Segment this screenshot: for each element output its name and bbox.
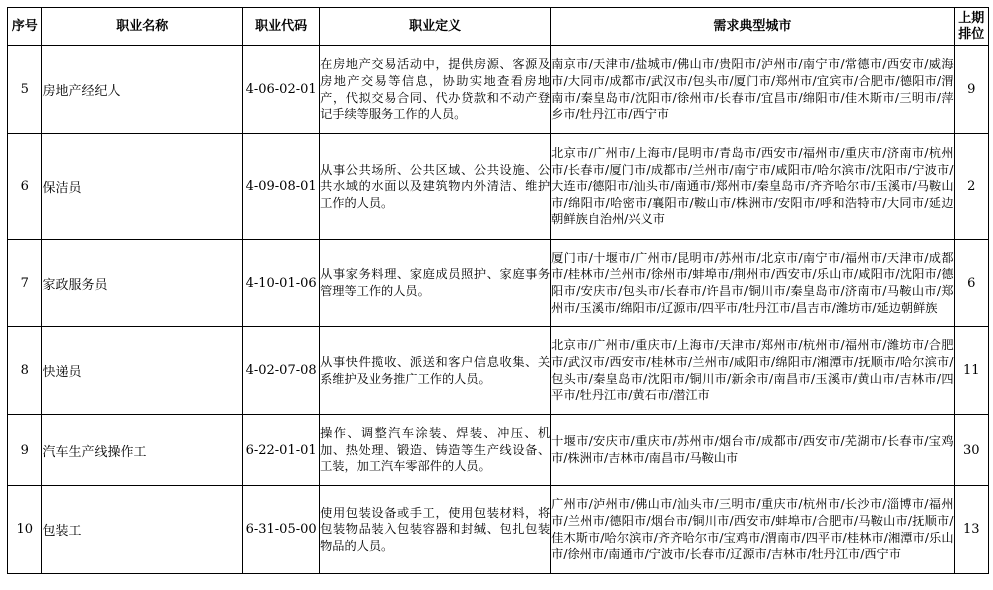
occupation-code-cell: 6-31-05-00 <box>243 486 320 574</box>
occupation-code-cell: 4-02-07-08 <box>243 327 320 415</box>
cities-cell: 北京市/广州市/重庆市/上海市/天津市/郑州市/杭州市/福州市/潍坊市/合肥市/武汉市/西安市/桂林市/兰州市/咸阳市/绵阳市/湘潭市/抚顺市/哈尔滨市/包头市/秦皇岛市/沈阳市/铜川市/新余市/南昌市/玉溪市/黄山市/吉林市/四平市/牡丹江市/黄石市/潜江市 <box>551 327 954 415</box>
occupation-definition-cell: 从事公共场所、公共区域、公共设施、公共水域的水面以及建筑物内外清洁、维护工作的人员。 <box>320 134 551 240</box>
table-row <box>8 415 989 486</box>
occupation-name-cell: 房地产经纪人 <box>42 46 243 134</box>
header-rank-line2: 排位 <box>958 26 985 42</box>
occupation-definition-cell: 使用包装设备或手工，使用包装材料，将包装物品装入包装容器和封缄、包扎包装物品的人员。 <box>320 486 551 574</box>
occupation-name-cell: 保洁员 <box>42 134 243 240</box>
table-row <box>8 486 989 574</box>
cities-cell: 十堰市/安庆市/重庆市/苏州市/烟台市/成都市/西安市/芜湖市/长春市/宝鸡市/株洲市/吉林市/南昌市/马鞍山市 <box>551 415 954 486</box>
cities-cell: 广州市/泸州市/佛山市/汕头市/三明市/重庆市/杭州市/长沙市/淄博市/福州市/兰州市/德阳市/烟台市/铜川市/西安市/蚌埠市/合肥市/马鞍山市/抚顺市/佳木斯市/哈尔滨市/齐齐哈尔市/宝鸡市/渭南市/四平市/桂林市/湘潭市/乐山市/徐州市/南通市/宁波市/长春市/辽源市/吉林市/牡丹江市/西宁市 <box>551 486 954 574</box>
table-row <box>8 134 989 240</box>
occupation-name-cell: 家政服务员 <box>42 240 243 327</box>
seq-cell: 6 <box>8 134 42 240</box>
occupation-code-cell: 4-09-08-01 <box>243 134 320 240</box>
header-seq: 序号 <box>8 8 42 46</box>
table-row <box>8 327 989 415</box>
previous-rank-cell: 11 <box>954 327 988 415</box>
seq-cell: 7 <box>8 240 42 327</box>
occupation-name-cell: 包装工 <box>42 486 243 574</box>
occupation-definition-cell: 从事家务料理、家庭成员照护、家庭事务管理等工作的人员。 <box>320 240 551 327</box>
previous-rank-cell: 9 <box>954 46 988 134</box>
table-row <box>8 240 989 327</box>
header-code: 职业代码 <box>243 8 320 46</box>
table-row <box>8 46 989 134</box>
seq-cell: 8 <box>8 327 42 415</box>
cities-cell: 南京市/天津市/盐城市/佛山市/贵阳市/泸州市/南宁市/常德市/西安市/威海市/大同市/成都市/武汉市/包头市/厦门市/郑州市/宜宾市/合肥市/德阳市/渭南市/秦皇岛市/沈阳市/徐州市/长春市/宜昌市/绵阳市/佳木斯市/三明市/萍乡市/牡丹江市/西宁市 <box>551 46 954 134</box>
seq-cell: 10 <box>8 486 42 574</box>
previous-rank-cell: 30 <box>954 415 988 486</box>
header-rank-line1: 上期 <box>958 10 985 26</box>
occupation-definition-cell: 操作、调整汽车涂装、焊装、冲压、机加、热处理、锻造、铸造等生产线设备、工装，加工汽车零部件的人员。 <box>320 415 551 486</box>
cities-cell: 厦门市/十堰市/广州市/昆明市/苏州市/北京市/南宁市/福州市/天津市/成都市/桂林市/兰州市/徐州市/蚌埠市/荆州市/西安市/乐山市/咸阳市/沈阳市/德阳市/安庆市/包头市/长春市/许昌市/铜川市/秦皇岛市/济南市/马鞍山市/郑州市/玉溪市/绵阳市/辽源市/四平市/牡丹江市/昌吉市/潍坊市/延边朝鲜族 <box>551 240 954 327</box>
seq-cell: 5 <box>8 46 42 134</box>
cities-cell: 北京市/广州市/上海市/昆明市/青岛市/西安市/福州市/重庆市/济南市/杭州市/长春市/厦门市/成都市/兰州市/南宁市/咸阳市/哈尔滨市/沈阳市/宁波市/大连市/德阳市/汕头市/南通市/郑州市/秦皇岛市/齐齐哈尔市/玉溪市/马鞍山市/绵阳市/哈密市/襄阳市/鞍山市/株洲市/安阳市/呼和浩特市/大同市/延边朝鲜族自治州/兴义市 <box>551 134 954 240</box>
header-name: 职业名称 <box>42 8 243 46</box>
occupation-code-cell: 4-10-01-06 <box>243 240 320 327</box>
header-previous-rank <box>954 8 988 46</box>
seq-cell: 9 <box>8 415 42 486</box>
header-cities: 需求典型城市 <box>551 8 954 46</box>
occupation-definition-cell: 在房地产交易活动中，提供房源、客源及房地产交易等信息，协助实地查看房地产，代拟交易合同、代办贷款和不动产登记手续等服务工作的人员。 <box>320 46 551 134</box>
occupation-definition-cell: 从事快件揽收、派送和客户信息收集、关系维护及业务推广工作的人员。 <box>320 327 551 415</box>
occupation-code-cell: 4-06-02-01 <box>243 46 320 134</box>
header-row <box>8 8 989 46</box>
occupation-code-cell: 6-22-01-01 <box>243 415 320 486</box>
occupation-table <box>7 7 989 574</box>
previous-rank-cell: 2 <box>954 134 988 240</box>
previous-rank-cell: 13 <box>954 486 988 574</box>
occupation-name-cell: 快递员 <box>42 327 243 415</box>
header-definition: 职业定义 <box>320 8 551 46</box>
previous-rank-cell: 6 <box>954 240 988 327</box>
occupation-name-cell: 汽车生产线操作工 <box>42 415 243 486</box>
